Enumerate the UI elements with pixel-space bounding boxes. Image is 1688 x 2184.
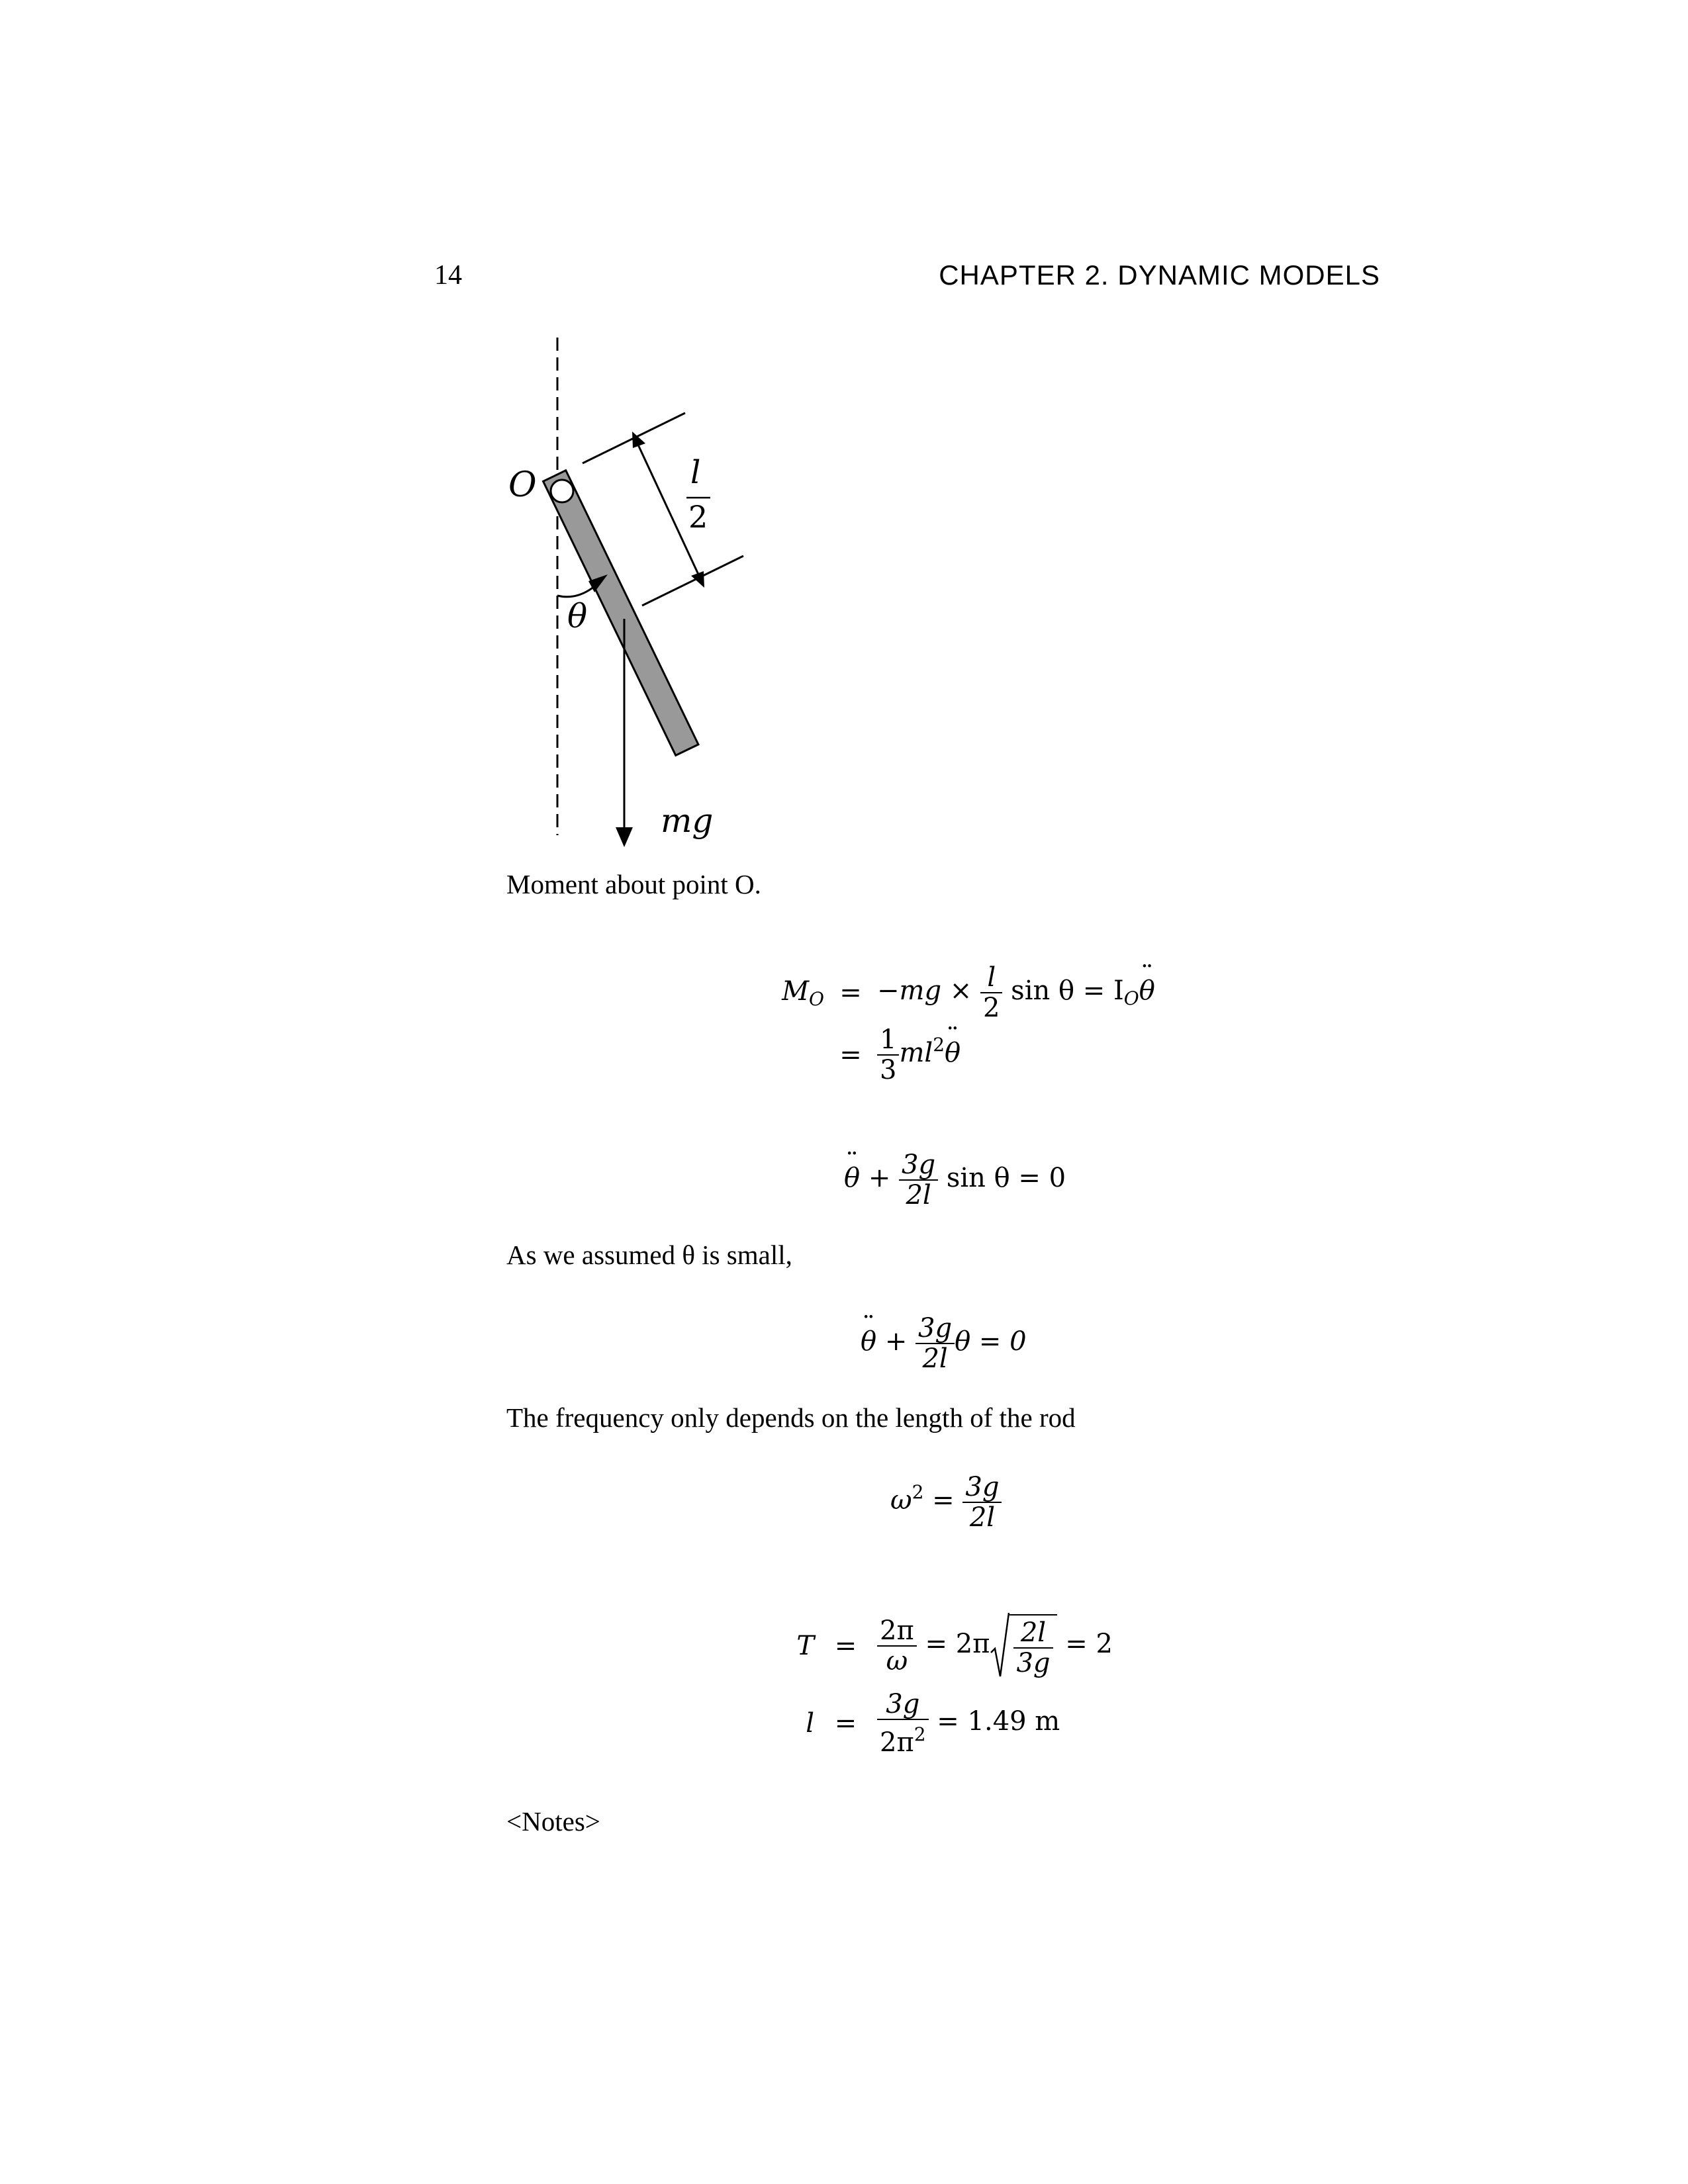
period-value: = 2 [1065, 1629, 1113, 1659]
dimension-label-2: 2 [688, 499, 708, 535]
force-label: mg [661, 801, 714, 840]
equals-sign: = [834, 1708, 857, 1739]
inertia-subscript: O [1123, 987, 1139, 1009]
moment-subscript: O [809, 987, 824, 1010]
small-angle-note: As we assumed θ is small, [506, 1240, 792, 1270]
exponent: 2 [933, 1034, 945, 1056]
fraction-3g-2pi2 [877, 1690, 929, 1757]
period-symbol: T [796, 1631, 814, 1661]
equals-sign: = [932, 1485, 955, 1516]
length-symbol: l [806, 1708, 814, 1739]
radical-sign-icon [990, 1612, 1009, 1680]
denominator: 2 [983, 993, 1000, 1023]
numerator: 3g [899, 1150, 938, 1181]
numerator: 2l [1013, 1618, 1053, 1649]
moment-lhs [751, 976, 824, 1010]
omega-equation [890, 1473, 1002, 1532]
theta-term: θ = 0 [955, 1326, 1027, 1357]
fraction-3g-2l [962, 1473, 1002, 1532]
plus-sign: + [868, 1163, 891, 1193]
length-expression [877, 1690, 1113, 1757]
notes-placeholder: <Notes> [506, 1806, 600, 1837]
period-expression [877, 1612, 1113, 1680]
frequency-note: The frequency only depends on the length of the rod [506, 1402, 1076, 1433]
page-number: 14 [434, 260, 462, 291]
two-pi-term: = 2π [925, 1629, 990, 1659]
fraction-2l-3g [1013, 1618, 1053, 1678]
denominator: 3 [880, 1055, 897, 1085]
pivot-label: O [508, 465, 537, 505]
length-result: = 1.49 m [937, 1706, 1060, 1737]
numerator: 1 [877, 1025, 899, 1056]
plus-sign: + [884, 1326, 908, 1357]
theta-ddot: θ ¨ [844, 1163, 860, 1193]
denominator: ω [886, 1646, 908, 1676]
pivot-hinge [551, 480, 573, 502]
term-ml: ml [899, 1038, 933, 1068]
term-mg: −mg × [877, 976, 972, 1006]
fraction-2pi-omega [877, 1616, 917, 1676]
nonlinear-equation [844, 1150, 1066, 1210]
term-sin-inertia: sin θ = I [1011, 976, 1124, 1006]
numerator: 3g [915, 1314, 955, 1344]
theta-ddot: θ ¨ [1139, 976, 1155, 1006]
moment-line2 [877, 1025, 1155, 1085]
equals-sign: = [839, 1040, 862, 1070]
gravity-force-arrow-head [616, 827, 633, 847]
dimension-label-l: l [690, 454, 701, 491]
denominator: 2l [969, 1502, 996, 1533]
equals-sign: = [834, 1631, 857, 1661]
square-root [990, 1612, 1056, 1680]
theta-ddot: θ ¨ [861, 1326, 876, 1357]
pendulum-figure [0, 0, 1688, 927]
numerator: 3g [962, 1473, 1002, 1503]
dimension-arrow-head-bottom [691, 571, 704, 588]
fraction-3g-2l [915, 1314, 955, 1373]
angle-label: θ [567, 597, 588, 635]
fraction-3g-2l [899, 1150, 938, 1210]
denominator: 2l [906, 1180, 931, 1210]
numerator: 3g [877, 1690, 929, 1720]
exponent: 2 [914, 1723, 926, 1745]
numerator: 2π [877, 1616, 917, 1647]
theta-ddot: θ ¨ [945, 1038, 961, 1068]
denominator: 2l [922, 1343, 948, 1374]
rod [543, 471, 698, 756]
moment-symbol: M [782, 976, 810, 1007]
numerator: l [980, 963, 1002, 993]
moment-equation [751, 963, 1155, 1085]
half-l-fraction [980, 963, 1002, 1023]
running-header: CHAPTER 2. DYNAMIC MODELS [939, 259, 1380, 291]
period-equation [761, 1612, 1113, 1757]
equals-sign: = [839, 978, 862, 1008]
exponent: 2 [912, 1481, 924, 1503]
sin-term: sin θ = 0 [946, 1163, 1066, 1193]
denominator: 3g [1016, 1648, 1051, 1678]
linearized-equation [861, 1314, 1027, 1373]
third-fraction [877, 1025, 899, 1085]
moment-line1 [877, 963, 1155, 1023]
omega-symbol: ω [890, 1485, 912, 1516]
moment-caption: Moment about point O. [506, 869, 761, 899]
two-pi: 2π [880, 1727, 914, 1758]
